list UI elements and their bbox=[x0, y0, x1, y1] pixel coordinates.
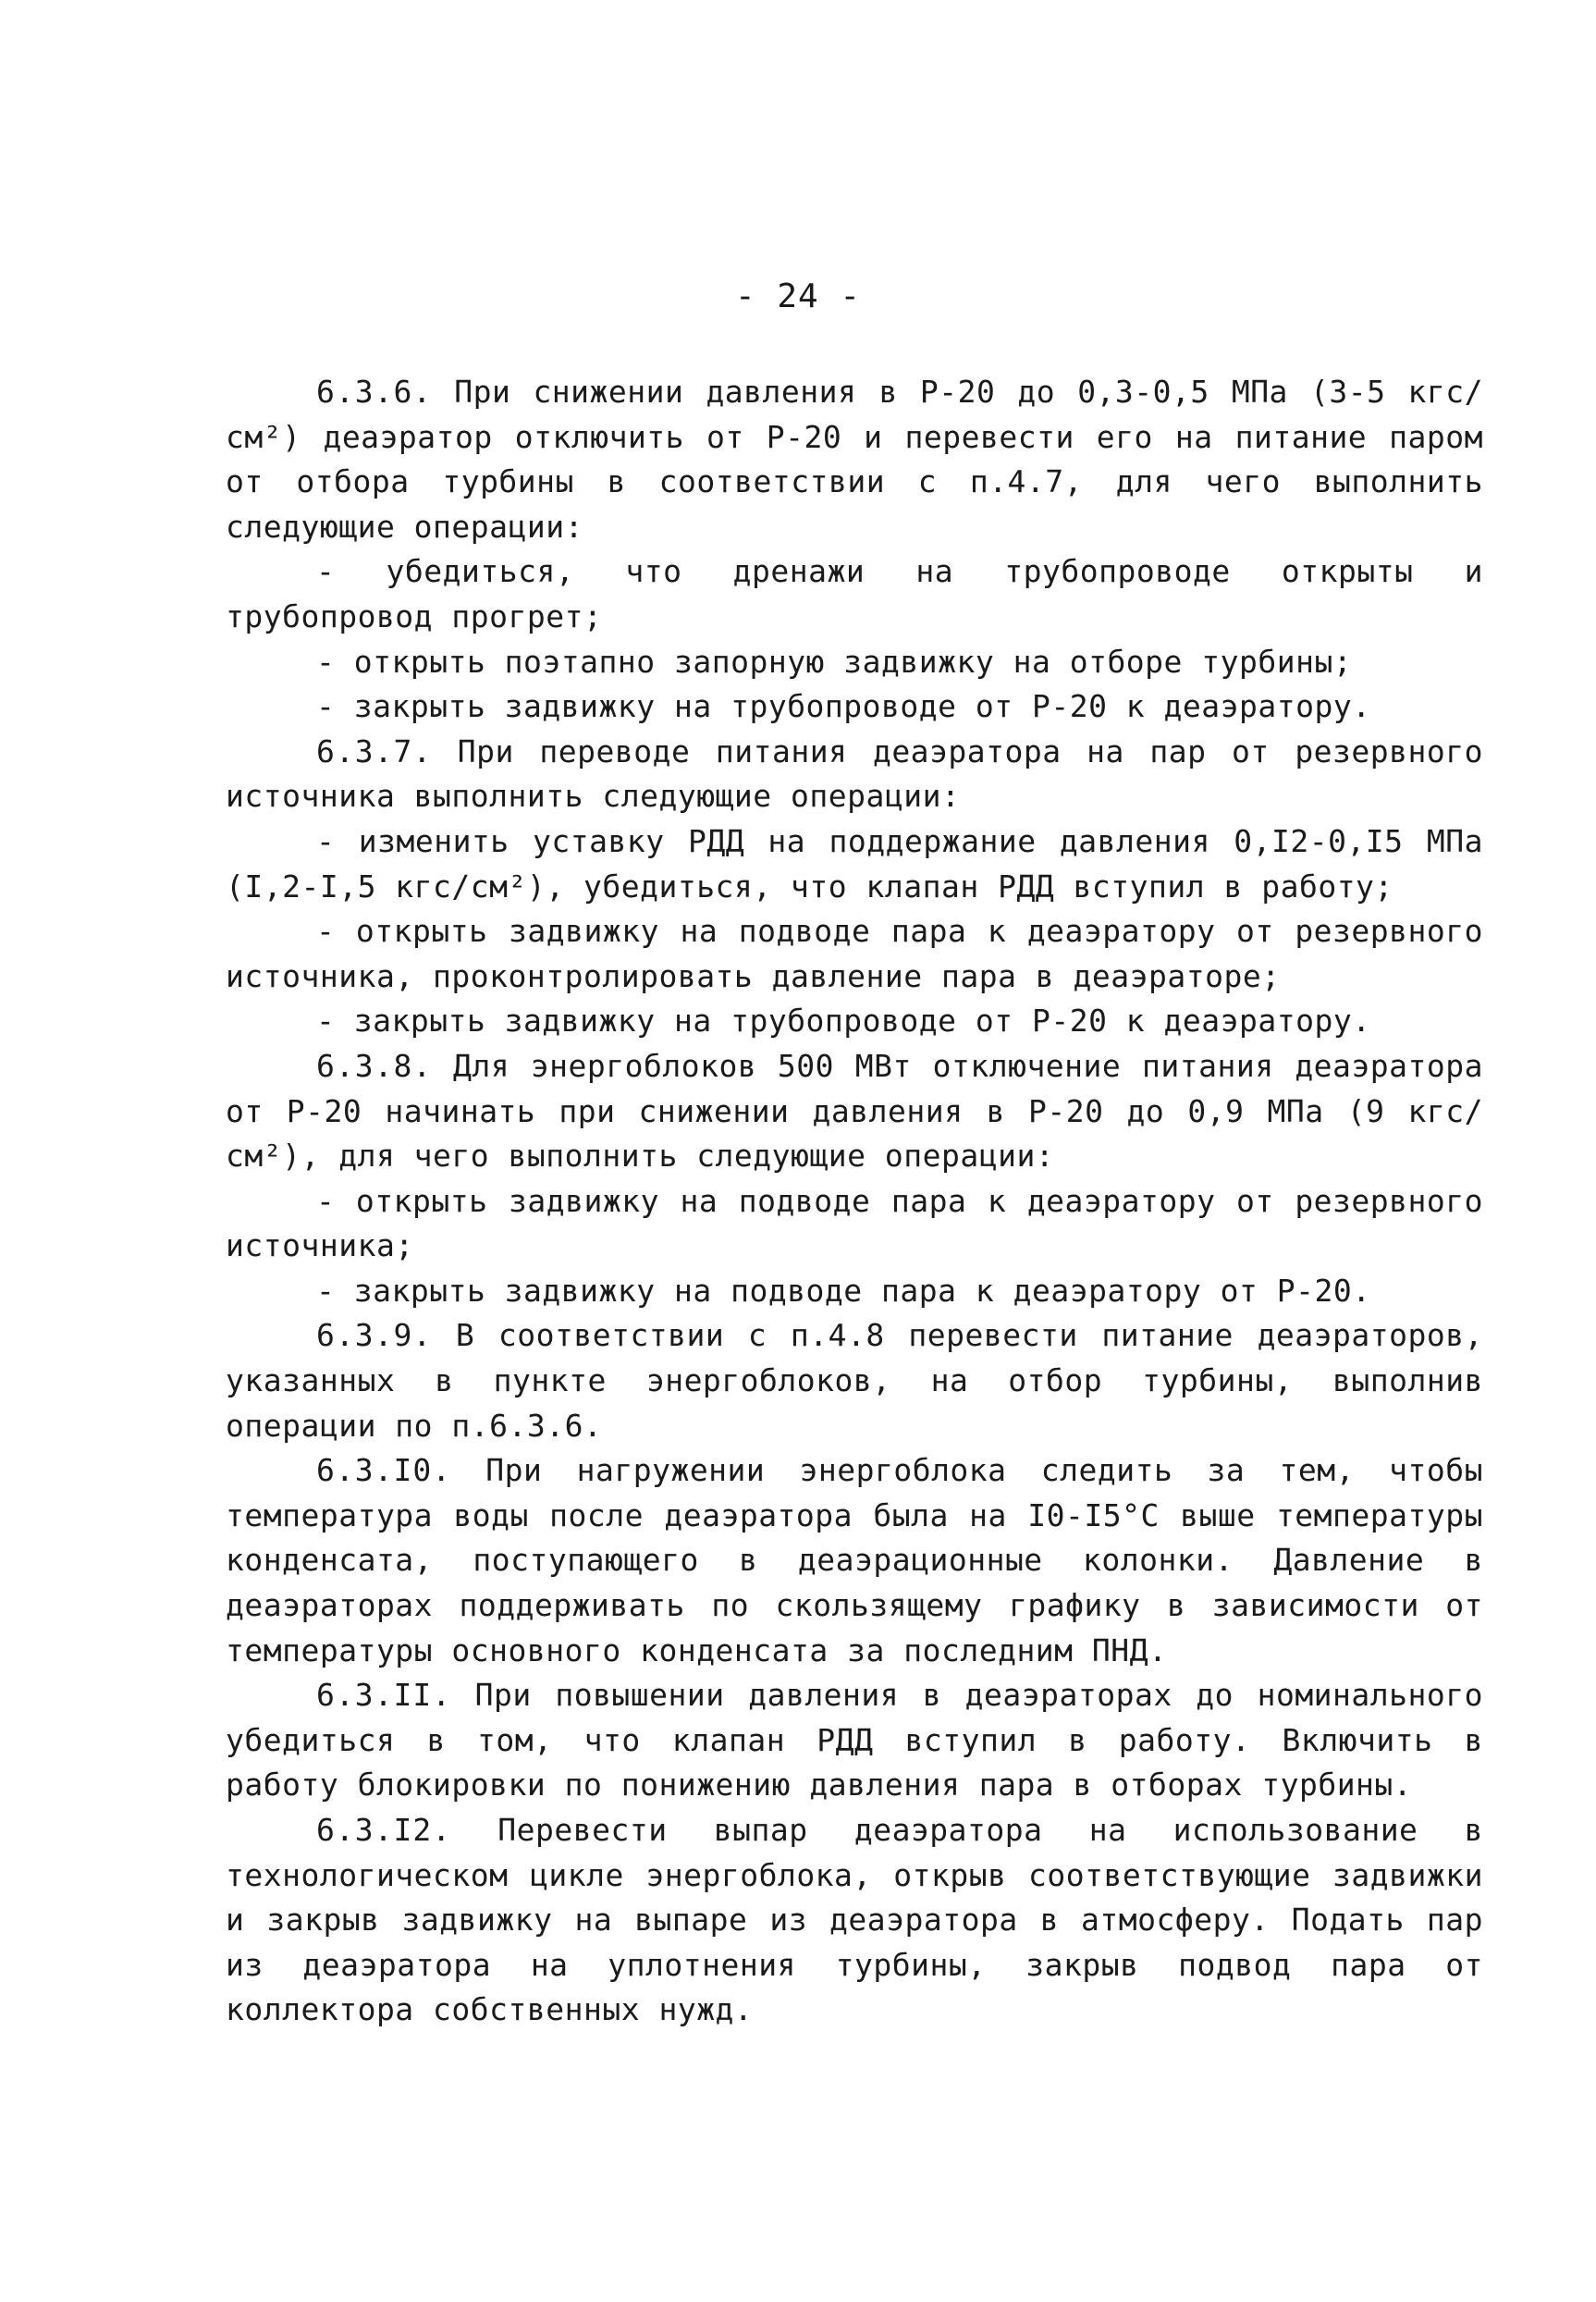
list-item: - открыть задвижку на подводе пара к деаэратору от резервного источника; bbox=[226, 1182, 1483, 1264]
section-6-3-6 bbox=[226, 370, 1483, 549]
list-item: - закрыть задвижку на трубопроводе от Р-20 к деаэратору. bbox=[316, 688, 1371, 725]
section-6-3-7 bbox=[226, 730, 1483, 819]
section-6-3-9 bbox=[226, 1313, 1483, 1448]
list-item: - открыть задвижку на подводе пара к деаэратору от резервного источника, проконтролировать давление пара в деаэраторе; bbox=[226, 913, 1483, 994]
section-number: 6.3.7. bbox=[316, 732, 433, 769]
section-number: 6.3.9. bbox=[316, 1317, 433, 1354]
list-item: - убедиться, что дренажи на трубопроводе открыты и трубопровод прогрет; bbox=[226, 553, 1483, 634]
list-item: - закрыть задвижку на подводе пара к деаэратору от Р-20. bbox=[316, 1272, 1371, 1309]
section-text: В соответствии с п.4.8 перевести питание деаэраторов, указанных в пункте энергоблоков, на отбор турбины, выполнив операции по п.6.3.6. bbox=[226, 1317, 1483, 1444]
page-number: - 24 - bbox=[734, 277, 862, 315]
section-number: 6.3.II. bbox=[316, 1677, 452, 1714]
section-text: При повышении давления в деаэраторах до номинального убедиться в том, что клапан РДД вступил в работу. Включить в работу блокировки по понижению давления пара в отборах турбины. bbox=[226, 1677, 1483, 1803]
section-text: При снижении давления в Р-20 до 0,3-0,5 МПа (3-5 кгс/см²) деаэратор отключить от Р-20 и перевести его на питание паром от отбора турбины в соответствии с п.4.7, для чего выполнить следующие операции: bbox=[226, 374, 1483, 545]
section-text: При переводе питания деаэратора на пар от резервного источника выполнить следующие операции: bbox=[226, 732, 1483, 815]
section-number: 6.3.6. bbox=[316, 374, 433, 410]
section-number: 6.3.I0. bbox=[316, 1452, 452, 1489]
section-6-3-11 bbox=[226, 1673, 1483, 1808]
section-text: Перевести выпар деаэратора на использование в технологическом цикле энергоблока, открыв соответствующие задвижки и закрыв задвижку на выпаре из деаэратора в атмосферу. Подать пар из деаэратора на уплотнения турбины, закрыв подвод пара от коллектора собственных нужд. bbox=[226, 1812, 1483, 2028]
section-number: 6.3.I2. bbox=[316, 1812, 452, 1848]
section-6-3-8 bbox=[226, 1044, 1483, 1179]
section-text: Для энергоблоков 500 МВт отключение питания деаэратора от Р-20 начинать при снижении давления в Р-20 до 0,9 МПа (9 кгс/см²), для чего выполнить следующие операции: bbox=[226, 1047, 1483, 1175]
list-item: - открыть поэтапно запорную задвижку на отборе турбины; bbox=[316, 643, 1353, 680]
list-item: - закрыть задвижку на трубопроводе от Р-20 к деаэратору. bbox=[316, 1003, 1371, 1040]
document-body bbox=[226, 370, 1483, 2033]
section-6-3-12 bbox=[226, 1808, 1483, 2033]
section-text: При нагружении энергоблока следить за тем, чтобы температура воды после деаэратора была на I0-I5°С выше температуры конденсата, поступающего в деаэрационные колонки. Давление в деаэраторах поддерживать по скользящему графику в зависимости от температуры основного конденсата за последним ПНД. bbox=[226, 1452, 1483, 1668]
list-item: - изменить уставку РДД на поддержание давления 0,I2-0,I5 МПа (I,2-I,5 кгс/см²), убедиться, что клапан РДД вступил в работу; bbox=[226, 822, 1483, 905]
section-6-3-10 bbox=[226, 1448, 1483, 1673]
section-number: 6.3.8. bbox=[316, 1047, 433, 1084]
